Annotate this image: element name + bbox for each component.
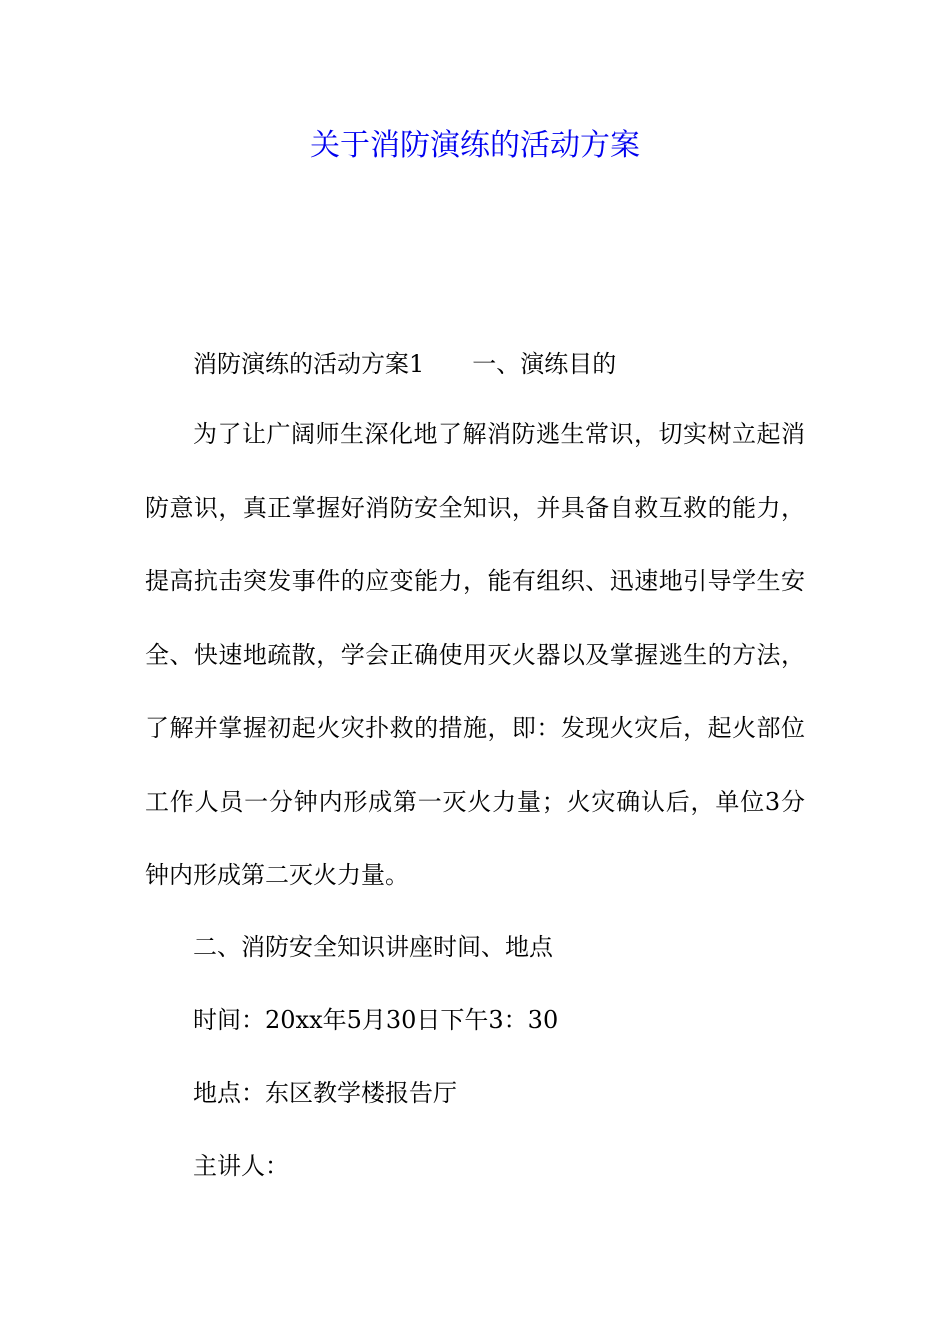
purpose-paragraph: 为了让广阔师生深化地了解消防逃生常识，切实树立起消防意识，真正掌握好消防安全知识，并具备自救互救的能力，提高抗击突发事件的应变能力，能有组织、迅速地引导学生安全、快速地疏散，学会正确使用灭火器以及掌握逃生的方法，了解并掌握初起火灾扑救的措施，即：发现火灾后，起火部位工作人员一分钟内形成第一灭火力量；火灾确认后，单位3分钟内形成第二灭火力量。 [145,420,805,889]
place-line: 地点：东区教学楼报告厅 [193,1078,457,1107]
section2-heading: 二、消防安全知识讲座时间、地点 [193,932,553,961]
speaker-line: 主讲人： [193,1151,289,1180]
time-line: 时间：20xx年5月30日下午3：30 [193,1005,559,1034]
document-body [145,340,805,1215]
section1-heading-line [145,340,805,388]
section1-subheading: 一、演练目的 [472,350,617,378]
document-title: 关于消防演练的活动方案 [310,128,640,163]
section1-heading: 消防演练的活动方案1 [193,350,425,378]
